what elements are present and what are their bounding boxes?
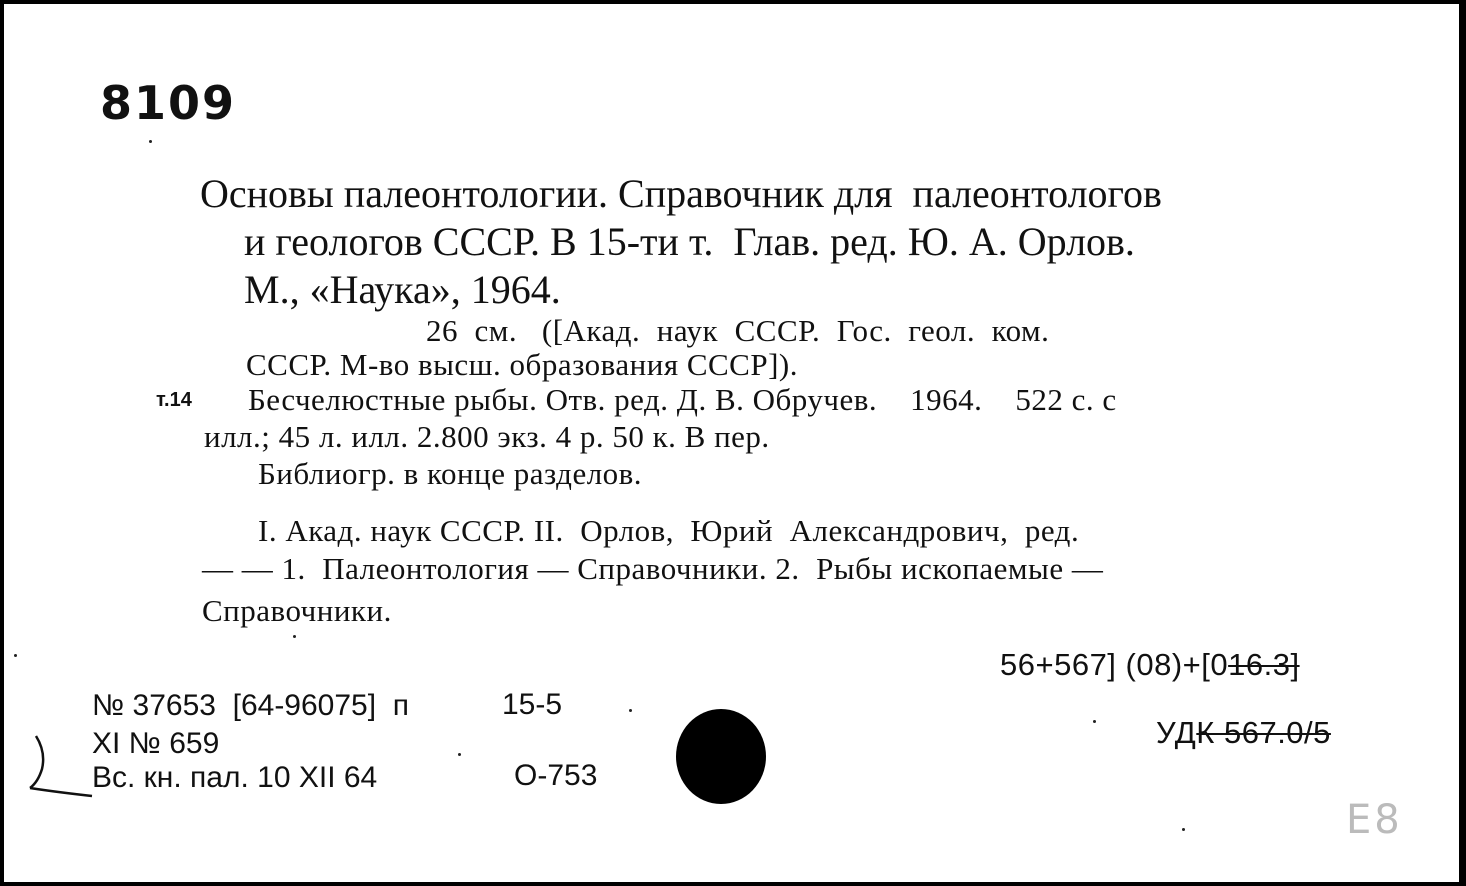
bbk-struck: 16.3]: [1228, 647, 1300, 682]
handwritten-bracket-mark: [26, 714, 106, 799]
speck: [149, 140, 152, 143]
format-line-2: СССР. М-во высш. образования СССР]).: [246, 347, 798, 382]
catalog-card: [4, 4, 1459, 882]
footer-record-number: № 37653 [64-96075] п: [92, 689, 409, 722]
title-line-1: Основы палеонтологии. Справочник для палеонтологов: [200, 171, 1162, 216]
volume-line-2: илл.; 45 л. илл. 2.800 экз. 4 р. 50 к. В пер.: [204, 419, 770, 454]
title-line-2: и геологов СССР. В 15-ти т. Глав. ред. Ю. А. Орлов.: [244, 219, 1135, 264]
udk-struck: К 567.0/5: [1196, 715, 1331, 750]
footer-series-number: XI № 659: [92, 727, 220, 760]
udk-prefix: УД: [1156, 715, 1197, 750]
volume-mark: т.14: [156, 389, 192, 411]
footer-record-code: 15-5: [502, 688, 563, 721]
punched-hole: [676, 709, 766, 804]
tracings-line-2: — — 1. Палеонтология — Справочники. 2. Рыбы ископаемые —: [202, 551, 1104, 586]
bbk-prefix: 56+567] (08)+[0: [1000, 647, 1229, 682]
bibliography-note: Библиогр. в конце разделов.: [258, 456, 643, 491]
format-line-1: 26 см. ([Акад. наук СССР. Гос. геол. ком.: [426, 313, 1050, 348]
footer-author-code: О-753: [514, 759, 598, 792]
speck: [629, 709, 632, 712]
footer-chamber-line: Вс. кн. пал. 10 XII 64: [92, 761, 378, 794]
volume-line-1: Бесчелюстные рыбы. Отв. ред. Д. В. Обручев. 1964. 522 с. с: [248, 382, 1117, 417]
speck: [1093, 720, 1096, 723]
speck: [293, 635, 296, 638]
faded-stamp: Е8: [1346, 797, 1403, 843]
handwritten-card-number: 8109: [100, 76, 237, 130]
speck: [458, 753, 461, 756]
title-line-3: М., «Наука», 1964.: [244, 267, 561, 312]
speck: [1182, 828, 1185, 831]
tracings-line-3: Справочники.: [202, 593, 392, 628]
udk-classification: [1156, 717, 1331, 748]
speck: [14, 654, 17, 657]
tracings-line-1: I. Акад. наук СССР. II. Орлов, Юрий Александрович, ред.: [258, 513, 1080, 548]
bbk-classification: [1000, 649, 1300, 680]
